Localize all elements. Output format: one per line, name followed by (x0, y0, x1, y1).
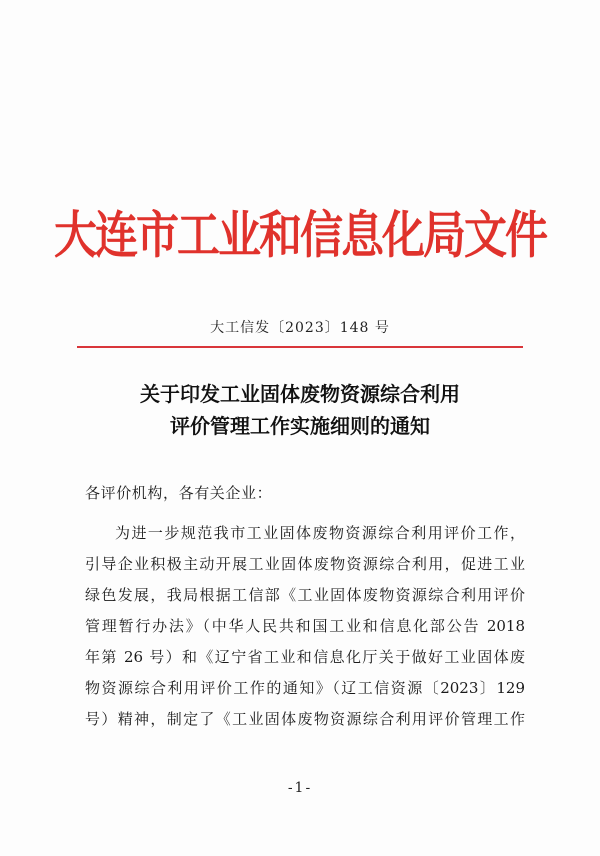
body-line: 为进一步规范我市工业固体废物资源综合利用评价工作， (115, 524, 525, 542)
issuer-header: 大连市工业和信息化局文件 (54, 206, 546, 266)
document-number: 大工信发〔2023〕148 号 (210, 320, 390, 336)
document-body (85, 478, 525, 735)
body-line: 引导企业积极主动开展工业固体废物资源综合利用，促进工业 (85, 555, 525, 573)
red-divider-line (77, 346, 523, 348)
document-title (0, 378, 600, 442)
page-number: -1- (287, 780, 313, 796)
body-line: 绿色发展，我局根据工信部《工业固体废物资源综合利用评价 (85, 586, 525, 604)
body-line: 管理暂行办法》（中华人民共和国工业和信息化部公告 2018 (85, 617, 525, 635)
body-line: 号）精神，制定了《工业固体废物资源综合利用评价管理工作 (85, 710, 525, 728)
body-line: 物资源综合利用评价工作的通知》（辽工信资源〔2023〕129 (85, 679, 525, 697)
salutation: 各评价机构，各有关企业： (85, 484, 273, 502)
body-line: 年第 26 号）和《辽宁省工业和信息化厅关于做好工业固体废 (85, 648, 525, 666)
title-line-1: 关于印发工业固体废物资源综合利用 (140, 382, 460, 406)
title-line-2: 评价管理工作实施细则的通知 (170, 414, 430, 438)
